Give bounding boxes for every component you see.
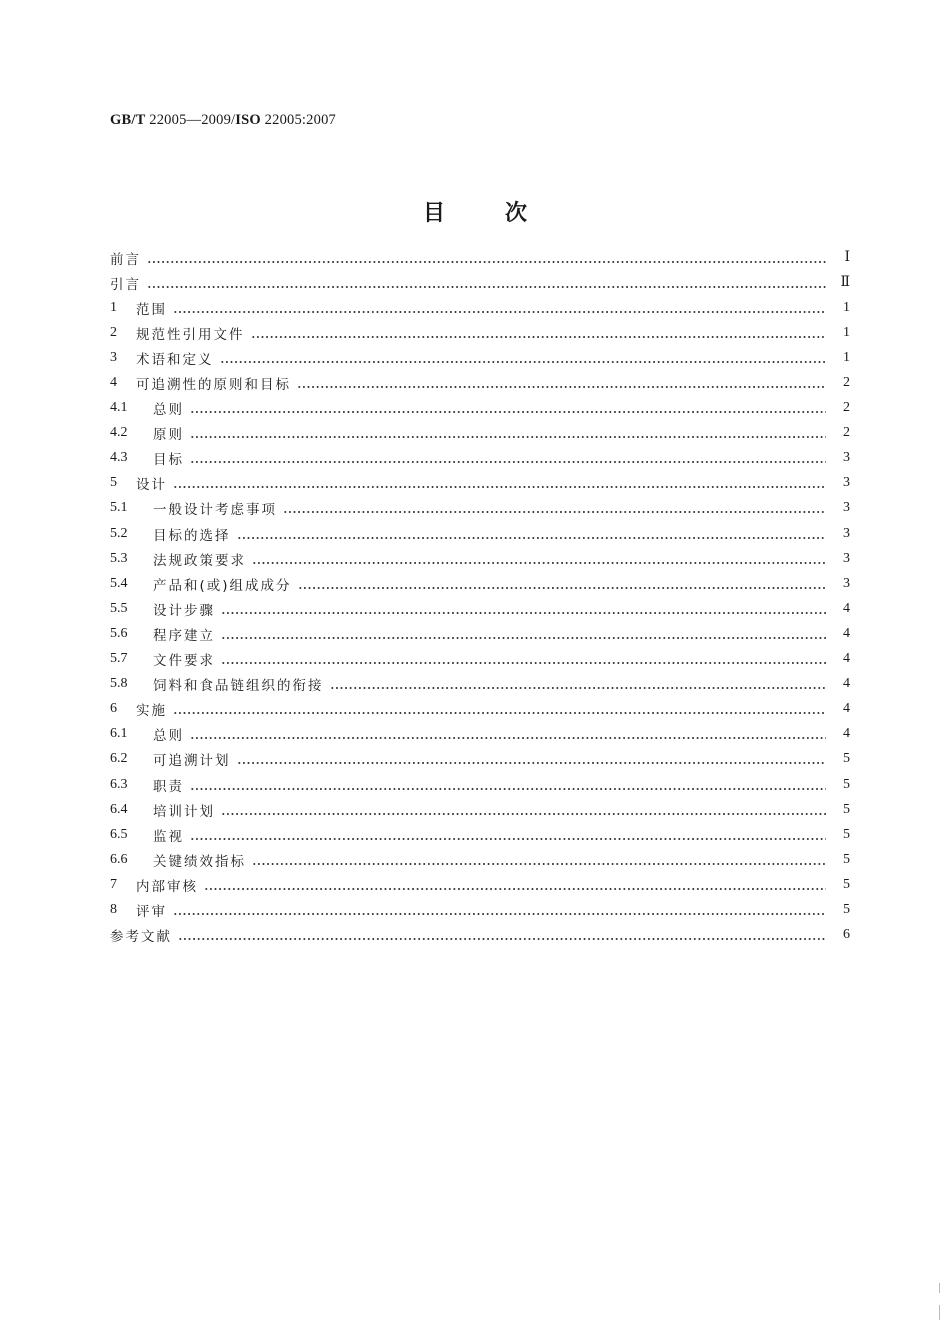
toc-entry-number: 5.8 — [110, 676, 128, 692]
toc-entry-page: 5 — [843, 876, 850, 892]
toc-entry-page: 5 — [843, 901, 850, 917]
toc-entry-label: 一般设计考虑事项 — [153, 502, 277, 519]
dot-leader — [330, 678, 827, 692]
toc-entry-label: 可追溯性的原则和目标 — [136, 377, 291, 394]
toc-entry[interactable] — [110, 847, 850, 872]
dot-leader — [252, 553, 826, 567]
toc-entry[interactable] — [110, 797, 850, 822]
dot-leader — [190, 829, 826, 843]
toc-entry-page: 4 — [843, 726, 850, 742]
toc-entry[interactable] — [110, 596, 850, 621]
toc-entry-number: 5.1 — [110, 500, 128, 516]
dot-leader — [190, 779, 826, 793]
toc-entry-page: 1 — [843, 324, 850, 340]
dot-leader — [178, 929, 826, 943]
toc-entry[interactable] — [110, 471, 850, 496]
toc-entry-label: 范围 — [136, 301, 167, 318]
toc-entry-number: 6 — [110, 701, 117, 717]
toc-entry-label: 监视 — [153, 828, 184, 845]
toc-entry[interactable] — [110, 521, 850, 546]
dot-leader — [190, 452, 826, 466]
toc-entry[interactable] — [110, 722, 850, 747]
toc-entry[interactable] — [110, 822, 850, 847]
toc-entry[interactable] — [110, 270, 850, 295]
toc-entry-label: 文件要求 — [153, 653, 215, 670]
toc-entry-number: 5.2 — [110, 525, 128, 541]
toc-entry[interactable] — [110, 747, 850, 772]
toc-entry-label: 总则 — [153, 402, 184, 419]
toc-entry-label: 前言 — [110, 251, 141, 268]
toc-entry[interactable] — [110, 396, 850, 421]
toc-entry-number: 8 — [110, 901, 117, 917]
toc-entry[interactable] — [110, 320, 850, 345]
toc-entry-page: 6 — [843, 927, 850, 943]
toc-entry-page: 3 — [843, 575, 850, 591]
dot-leader — [251, 327, 827, 341]
toc-entry-page: 5 — [843, 776, 850, 792]
standard-number: 22005—2009/ — [145, 112, 236, 128]
toc-entry-number: 4 — [110, 375, 117, 391]
dot-leader — [252, 854, 826, 868]
toc-entry[interactable] — [110, 421, 850, 446]
iso-number: 22005:2007 — [260, 112, 336, 128]
toc-entry-page: 3 — [843, 550, 850, 566]
table-of-contents — [110, 245, 850, 948]
toc-entry-label: 关键绩效指标 — [153, 853, 246, 870]
toc-entry[interactable] — [110, 546, 850, 571]
dot-leader — [147, 252, 826, 266]
dot-leader — [221, 653, 826, 667]
toc-entry-page: 5 — [843, 751, 850, 767]
toc-entry-label: 总则 — [153, 728, 184, 745]
toc-entry[interactable] — [110, 621, 850, 646]
toc-entry-label: 培训计划 — [153, 803, 215, 820]
toc-entry-number: 6.1 — [110, 726, 128, 742]
toc-entry-label: 目标 — [153, 452, 184, 469]
toc-entry-page: 4 — [843, 651, 850, 667]
toc-entry-page: 4 — [843, 600, 850, 616]
toc-entry-number: 6.4 — [110, 801, 128, 817]
toc-entry-number: 5.4 — [110, 575, 128, 591]
toc-entry-page: 4 — [843, 676, 850, 692]
toc-entry-number: 4.1 — [110, 400, 128, 416]
toc-entry-page: 3 — [843, 450, 850, 466]
toc-entry-page: 3 — [843, 475, 850, 491]
toc-entry-label: 目标的选择 — [153, 527, 231, 544]
dot-leader — [220, 352, 827, 366]
dot-leader — [221, 603, 826, 617]
scan-artifact — [939, 1305, 940, 1320]
standard-code — [110, 112, 336, 129]
dot-leader — [147, 277, 826, 291]
toc-entry-label: 规范性引用文件 — [136, 326, 245, 343]
toc-entry-number: 6.2 — [110, 751, 128, 767]
toc-entry-label: 法规政策要求 — [153, 552, 246, 569]
dot-leader — [190, 728, 826, 742]
toc-entry-number: 4.2 — [110, 425, 128, 441]
toc-entry-number: 5.3 — [110, 550, 128, 566]
toc-entry-number: 6.5 — [110, 826, 128, 842]
toc-entry-page: 4 — [843, 701, 850, 717]
dot-leader — [173, 302, 826, 316]
toc-entry[interactable] — [110, 571, 850, 596]
dot-leader — [283, 502, 826, 516]
toc-entry-page: 3 — [843, 500, 850, 516]
toc-entry-number: 5.6 — [110, 625, 128, 641]
toc-entry-page: 5 — [843, 851, 850, 867]
toc-entry-number: 1 — [110, 299, 117, 315]
toc-entry-number: 5.7 — [110, 651, 128, 667]
toc-entry[interactable] — [110, 923, 850, 948]
toc-entry-number: 2 — [110, 324, 117, 340]
toc-entry[interactable] — [110, 672, 850, 697]
toc-entry-label: 引言 — [110, 276, 141, 293]
toc-entry[interactable] — [110, 897, 850, 922]
dot-leader — [221, 804, 826, 818]
toc-entry-label: 饲料和食品链组织的衔接 — [153, 678, 324, 695]
toc-entry-label: 术语和定义 — [136, 351, 214, 368]
page-title — [0, 196, 950, 227]
standard-prefix: GB/T — [110, 112, 146, 128]
dot-leader — [190, 427, 826, 441]
toc-entry-label: 职责 — [153, 778, 184, 795]
scan-artifact — [939, 1283, 940, 1293]
toc-entry-number: 6.3 — [110, 776, 128, 792]
toc-entry-number: 6.6 — [110, 851, 128, 867]
dot-leader — [173, 477, 826, 491]
toc-entry[interactable] — [110, 496, 850, 521]
title-char-2: 次 — [505, 201, 528, 226]
title-char-1: 目 — [422, 201, 445, 226]
dot-leader — [204, 879, 826, 893]
toc-entry-number: 4.3 — [110, 450, 128, 466]
dot-leader — [173, 703, 826, 717]
dot-leader — [297, 377, 826, 391]
toc-entry-label: 程序建立 — [153, 627, 215, 644]
toc-entry-label: 产品和(或)组成成分 — [153, 577, 292, 594]
toc-entry-number: 7 — [110, 876, 117, 892]
toc-entry-page: Ⅰ — [844, 250, 850, 266]
toc-entry-number: 5.5 — [110, 600, 128, 616]
dot-leader — [237, 753, 827, 767]
toc-entry[interactable] — [110, 872, 850, 897]
toc-entry-label: 设计 — [136, 477, 167, 494]
toc-entry-label: 可追溯计划 — [153, 753, 231, 770]
toc-entry[interactable] — [110, 370, 850, 395]
toc-entry-number: 5 — [110, 475, 117, 491]
toc-entry[interactable] — [110, 295, 850, 320]
dot-leader — [237, 528, 827, 542]
toc-entry-page: 3 — [843, 525, 850, 541]
dot-leader — [173, 904, 826, 918]
toc-entry-label: 原则 — [153, 427, 184, 444]
toc-entry-page: 2 — [843, 400, 850, 416]
toc-entry[interactable] — [110, 345, 850, 370]
dot-leader — [221, 628, 826, 642]
toc-entry-page: 5 — [843, 801, 850, 817]
toc-entry-page: 5 — [843, 826, 850, 842]
toc-entry-number: 3 — [110, 349, 117, 365]
toc-entry-label: 内部审核 — [136, 878, 198, 895]
toc-entry[interactable] — [110, 647, 850, 672]
toc-entry[interactable] — [110, 245, 850, 270]
toc-entry-page: 2 — [843, 425, 850, 441]
toc-entry[interactable] — [110, 446, 850, 471]
toc-entry-page: 2 — [843, 375, 850, 391]
toc-entry-label: 实施 — [136, 703, 167, 720]
toc-entry-page: Ⅱ — [840, 275, 850, 291]
toc-entry-label: 评审 — [136, 903, 167, 920]
toc-entry[interactable] — [110, 697, 850, 722]
toc-entry-page: 4 — [843, 625, 850, 641]
toc-entry-page: 1 — [843, 349, 850, 365]
toc-entry[interactable] — [110, 772, 850, 797]
toc-entry-page: 1 — [843, 299, 850, 315]
dot-leader — [298, 578, 826, 592]
toc-entry-label: 设计步骤 — [153, 602, 215, 619]
toc-entry-label: 参考文献 — [110, 929, 172, 946]
dot-leader — [190, 402, 826, 416]
iso-prefix: ISO — [235, 112, 261, 128]
